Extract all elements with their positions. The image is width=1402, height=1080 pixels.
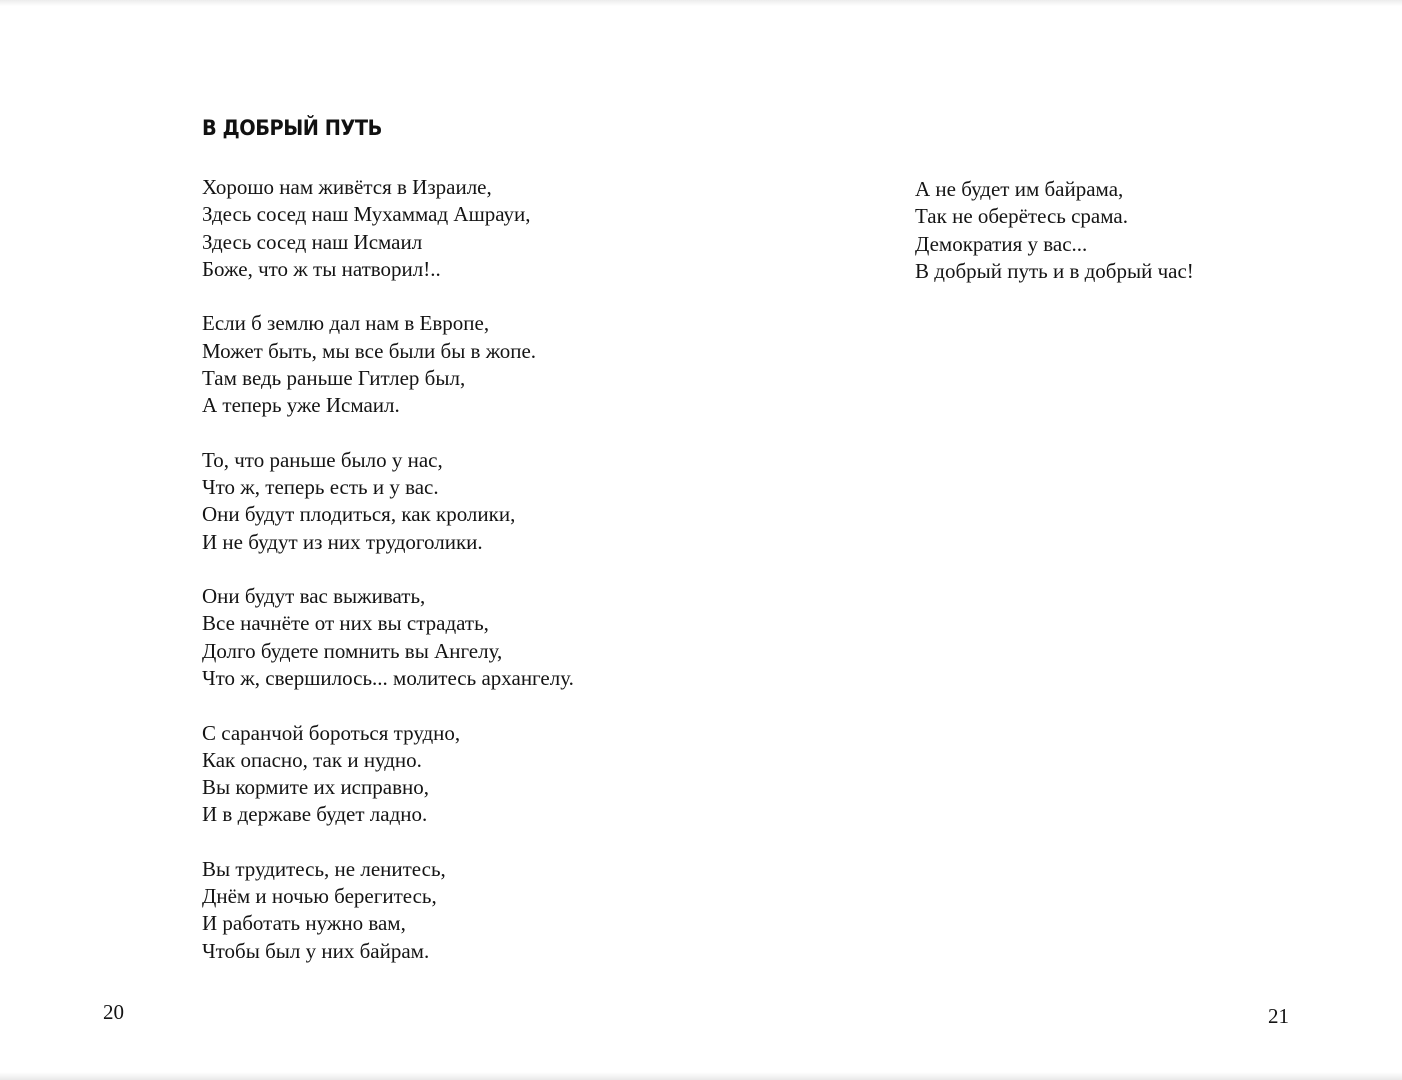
verse-line: Так не оберётесь срама.	[915, 204, 1128, 229]
poem-title: В ДОБРЫЙ ПУТЬ	[202, 116, 382, 140]
verse-line: Что ж, свершилось... молитесь архангелу.	[202, 666, 574, 691]
verse-line: Демократия у вас...	[915, 231, 1088, 256]
stanza-gap	[202, 692, 574, 719]
verse-line: Здесь сосед наш Мухаммад Ашрауи,	[202, 202, 531, 227]
verse-line: Они будут вас выживать,	[202, 584, 426, 609]
stanza-gap	[202, 283, 574, 310]
right-page	[700, 0, 1402, 1080]
page-number-left: 20	[103, 1000, 124, 1024]
verse-line: Боже, что ж ты натворил!..	[202, 256, 441, 281]
poem-text-left	[202, 174, 574, 965]
stanza-gap	[202, 420, 574, 447]
verse-line: Долго будете помнить вы Ангелу,	[202, 638, 503, 663]
page-edge-shadow-bottom	[0, 1072, 1402, 1080]
verse-line: И не будут из них трудоголики.	[202, 529, 483, 554]
verse-line: И работать нужно вам,	[202, 911, 406, 936]
verse-line: Вы кормите их исправно,	[202, 775, 429, 800]
left-page	[0, 0, 700, 1080]
verse-line: Днём и ночью берегитесь,	[202, 884, 437, 909]
verse-line: Они будут плодиться, как кролики,	[202, 502, 516, 527]
verse-line: Здесь сосед наш Исмаил	[202, 229, 423, 254]
verse-line: Как опасно, так и нудно.	[202, 747, 422, 772]
verse-line: А не будет им байрама,	[915, 177, 1124, 201]
verse-line: Может быть, мы все были бы в жопе.	[202, 338, 537, 363]
verse-line: Все начнёте от них вы страдать,	[202, 611, 489, 636]
verse-line: То, что раньше было у нас,	[202, 447, 443, 472]
verse-line: А теперь уже Исмаил.	[202, 393, 400, 418]
verse-line: Если б землю дал нам в Европе,	[202, 311, 490, 336]
verse-line: Чтобы был у них байрам.	[202, 938, 430, 963]
page-number-right: 21	[1268, 1004, 1289, 1028]
verse-line: И в державе будет ладно.	[202, 802, 428, 827]
verse-line: В добрый путь и в добрый час!	[915, 258, 1194, 283]
verse-line: Вы трудитесь, не ленитесь,	[202, 856, 446, 881]
verse-line: Что ж, теперь есть и у вас.	[202, 475, 439, 500]
stanza-gap	[202, 829, 574, 856]
verse-line: С саранчой бороться трудно,	[202, 720, 461, 745]
verse-line: Хорошо нам живётся в Израиле,	[202, 175, 492, 199]
stanza-gap	[202, 556, 574, 583]
verse-line: Там ведь раньше Гитлер был,	[202, 365, 466, 390]
poem-text-right	[915, 176, 1194, 285]
